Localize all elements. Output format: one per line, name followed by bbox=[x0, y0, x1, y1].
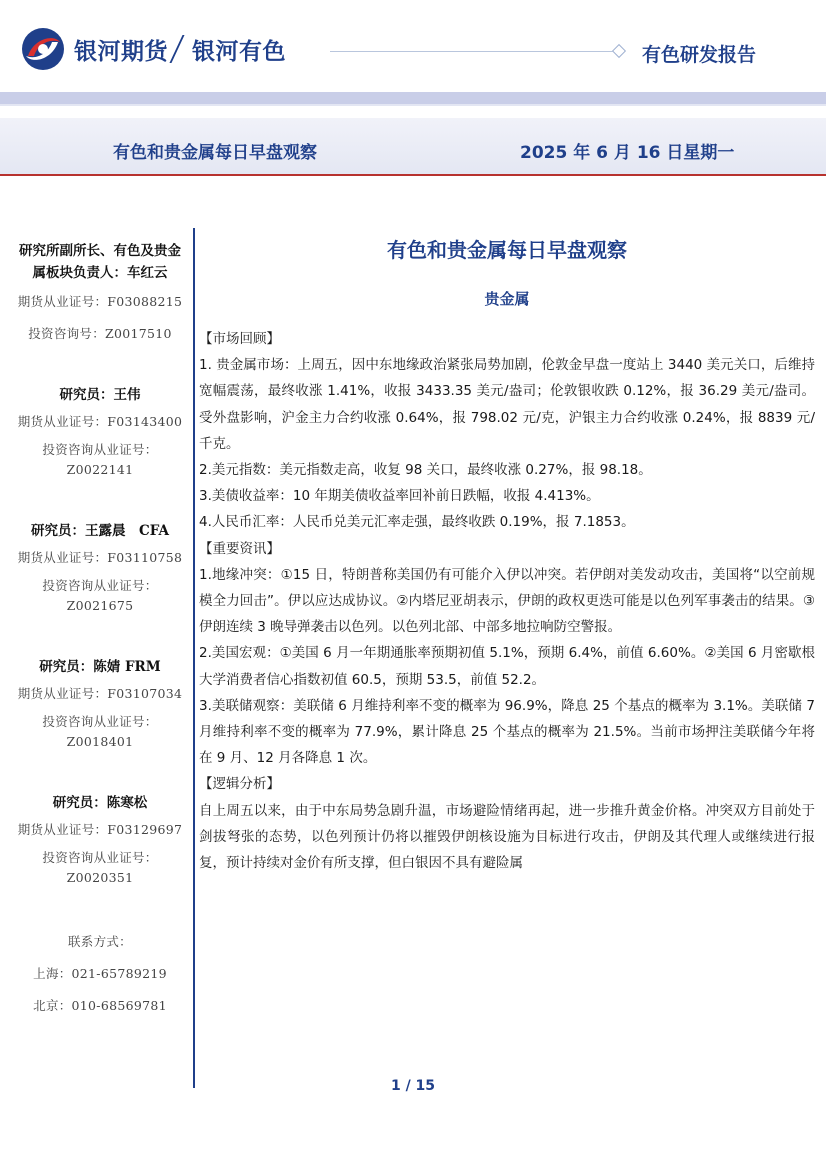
analyst-consult-label: 投资咨询从业证号： bbox=[42, 714, 158, 729]
analyst-consult-label: 投资咨询从业证号： bbox=[42, 578, 158, 593]
header-band-line bbox=[0, 104, 826, 106]
analyst-license: 期货从业证号：F03143400 bbox=[17, 414, 183, 429]
section-heading-news: 【重要资讯】 bbox=[199, 540, 280, 557]
company-logo bbox=[20, 26, 286, 72]
diamond-icon bbox=[612, 44, 626, 58]
analyst-title: 研究员：陈寒松 bbox=[52, 795, 148, 811]
band-title: 有色和贵金属每日早盘观察 bbox=[113, 143, 317, 163]
analyst-title: 研究员：王伟 bbox=[59, 387, 141, 403]
analyst-license: 期货从业证号：F03129697 bbox=[17, 822, 183, 837]
paragraph: 2.美国宏观：①美国 6 月一年期通胀率预期初值 5.1%，预期 6.4%，前值 6.60%。②美国 6 月密歇根大学消费者信心指数初值 60.5，预期 53.5，前值 52.2。 bbox=[199, 645, 815, 688]
analyst-card bbox=[14, 520, 186, 616]
analyst-card bbox=[14, 384, 186, 480]
header-band bbox=[0, 92, 826, 104]
analyst-consult-id: Z0022141 bbox=[66, 462, 134, 477]
analyst-license: 期货从业证号：F03107034 bbox=[17, 686, 183, 701]
analyst-consult-id: 投资咨询号：Z0017510 bbox=[28, 326, 172, 341]
analyst-card bbox=[14, 656, 186, 752]
report-type: 有色研发报告 bbox=[642, 44, 757, 66]
paragraph: 1. 贵金属市场：上周五，因中东地缘政治紧张局势加剧，伦敦金早盘一度站上 3440 美元关口，后维持宽幅震荡，最终收涨 1.41%，收报 3433.35 美元/盎司；伦敦银收跌 0.12%，报 36.29 美元/盎司。受外盘影响，沪金主力合约收涨 0.64%，报 798.02 元/克，沪银主力合约收涨 0.24%，报 8839 元/千克。 bbox=[199, 357, 815, 452]
title-band-rule bbox=[0, 174, 826, 176]
contact-label: 联系方式： bbox=[67, 934, 132, 949]
galaxy-logo-icon bbox=[20, 26, 66, 72]
analyst-title: 研究员：陈婧 FRM bbox=[39, 659, 161, 675]
analyst-license: 期货从业证号：F03088215 bbox=[17, 294, 183, 309]
analyst-consult-label: 投资咨询从业证号： bbox=[42, 850, 158, 865]
analyst-consult-label: 投资咨询从业证号： bbox=[42, 442, 158, 457]
contact-block bbox=[14, 932, 186, 1016]
report-title: 有色和贵金属每日早盘观察 bbox=[387, 238, 627, 262]
brand-primary: 银河期货 bbox=[74, 38, 168, 65]
page-number: 1 / 15 bbox=[390, 1078, 436, 1094]
sidebar-divider bbox=[193, 228, 195, 1088]
analyst-card bbox=[14, 240, 186, 344]
paragraph: 3.美债收益率：10 年期美债收益率回补前日跌幅，收报 4.413%。 bbox=[199, 488, 600, 505]
report-body bbox=[199, 230, 815, 876]
contact-beijing: 北京：010-68569781 bbox=[33, 998, 167, 1013]
analyst-consult-id: Z0018401 bbox=[66, 734, 134, 749]
paragraph: 4.人民币汇率：人民币兑美元汇率走强，最终收跌 0.19%，报 7.1853。 bbox=[199, 514, 635, 531]
analyst-consult-id: Z0020351 bbox=[66, 870, 134, 885]
analyst-card bbox=[14, 792, 186, 888]
analyst-sidebar bbox=[14, 240, 186, 1016]
header-rule bbox=[330, 51, 615, 52]
report-content bbox=[199, 326, 815, 876]
contact-shanghai: 上海：021-65789219 bbox=[33, 966, 167, 981]
paragraph: 2.美元指数：美元指数走高，收复 98 关口，最终收涨 0.27%，报 98.18。 bbox=[199, 462, 652, 479]
section-heading-analysis: 【逻辑分析】 bbox=[199, 776, 280, 793]
section-heading-market-review: 【市场回顾】 bbox=[199, 331, 280, 347]
analyst-title: 研究员：王露晨 CFA bbox=[30, 523, 169, 539]
analyst-title: 研究所副所长、有色及贵金属板块负责人：车红云 bbox=[19, 243, 181, 281]
brand-secondary: 银河有色 bbox=[192, 38, 286, 65]
paragraph: 自上周五以来，由于中东局势急剧升温，市场避险情绪再起，进一步推升黄金价格。冲突双方目前处于剑拔弩张的态势，以色列预计仍将以摧毁伊朗核设施为目标进行攻击，伊朗及其代理人或继续进行报复，预计持续对金价有所支撑，但白银因不具有避险属 bbox=[199, 802, 815, 872]
report-subtitle: 贵金属 bbox=[484, 290, 530, 308]
report-date: 2025 年 6 月 16 日星期一 bbox=[520, 143, 735, 163]
paragraph: 3.美联储观察：美联储 6 月维持利率不变的概率为 96.9%，降息 25 个基点的概率为 3.1%。美联储 7 月维持利率不变的概率为 77.9%，累计降息 25 个基点的概率为 21.5%。当前市场押注美联储今年将在 9 月、12 月各降息 1 次。 bbox=[199, 697, 815, 767]
analyst-license: 期货从业证号：F03110758 bbox=[17, 550, 183, 565]
paragraph: 1.地缘冲突：①15 日，特朗普称美国仍有可能介入伊以冲突。若伊朗对美发动攻击，美国将“以空前规模全力回击”。伊以应达成协议。②内塔尼亚胡表示，伊朗的政权更迭可能是以色列军事袭击的结果。③伊朗连续 3 晚导弹袭击以色列。以色列北部、中部多地拉响防空警报。 bbox=[199, 566, 815, 636]
analyst-consult-id: Z0021675 bbox=[66, 598, 134, 613]
brand-divider bbox=[169, 35, 184, 63]
